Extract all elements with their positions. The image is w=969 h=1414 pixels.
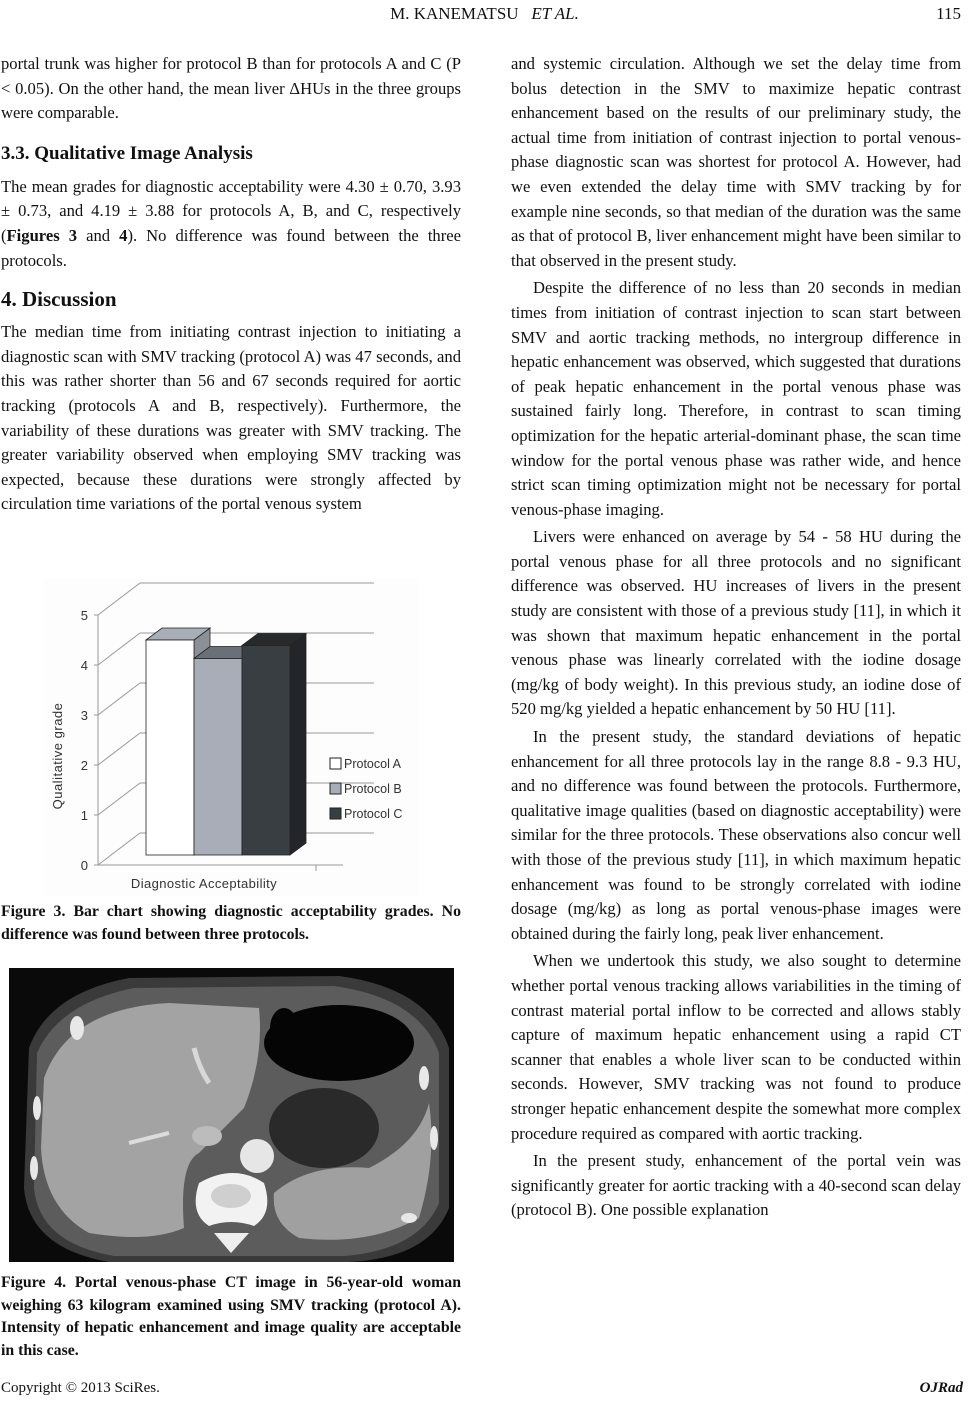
running-header xyxy=(0,4,969,28)
right-column xyxy=(511,52,961,1223)
text: and xyxy=(77,225,120,245)
bar-front xyxy=(242,646,290,856)
ct-image-illustration xyxy=(9,968,454,1262)
rib xyxy=(30,1156,38,1180)
left-column xyxy=(1,52,461,517)
y-tick-label: 5 xyxy=(80,608,88,623)
chart-bars xyxy=(146,628,306,855)
gridline-diagonal xyxy=(98,783,140,815)
figure-3-chart xyxy=(44,578,418,896)
rib xyxy=(419,1066,429,1090)
figure-4-caption: Figure 4. Portal venous-phase CT image in 56-year-old woman weighing 63 kilogram examined using SMV tracking (protocol A). Intensity of hepatic enhancement and image quality are acceptable in this case. xyxy=(1,1274,461,1359)
aorta xyxy=(240,1139,274,1173)
bar-front xyxy=(194,659,242,856)
paragraph: Livers were enhanced on average by 54 - 58 HU during the portal venous phase for all three protocols and no significant difference was observed. HU increases of livers in the present study are consistent with those of a previous study [11], in which it was shown that maximum hepatic enhancement in the portal venous phase was linearly correlated with the iodine dosage (mg/kg of body weight). In this previous study, an iodine dose of 520 mg/kg yielded a hepatic enhancement by 50 HU [11]. xyxy=(511,527,961,719)
vertebra-body xyxy=(211,1184,251,1208)
page-number: 115 xyxy=(936,4,961,23)
copyright: Copyright © 2013 SciRes. xyxy=(1,1380,160,1396)
text: The mean grades for diagnostic acceptability were 4.30 ± 0.70, 3.93 ± 0.73, and 4.19 ± 3.88 for protocols A, B, and C, respectively ( xyxy=(1,176,461,245)
bar-protocol-c xyxy=(242,634,306,856)
legend-label: Protocol C xyxy=(344,807,403,821)
bar-chart xyxy=(44,578,418,896)
section-heading-qualitative: 3.3. Qualitative Image Analysis xyxy=(1,142,253,164)
y-tick-label: 1 xyxy=(80,808,88,823)
rib xyxy=(430,1126,438,1150)
paragraph: When we undertook this study, we also sought to determine whether portal venous tracking allows variabilities in the timing of contrast material portal inflow to be corrected and allows stably capture of maximum hepatic enhancement using a rapid CT scanner that enables a whole liver scan to be conducted within seconds. However, SMV tracking was not found to produce stronger hepatic enhancement despite the somewhat more complex procedure required as compared with aortic tracking. xyxy=(511,951,961,1143)
figure-3-caption: Figure 3. Bar chart showing diagnostic acceptability grades. No difference was found between three protocols. xyxy=(1,903,461,943)
y-tick-label: 4 xyxy=(80,658,88,673)
bar-side xyxy=(290,634,306,856)
paragraph: Despite the difference of no less than 20 seconds in median times from initiation of contrast injection to scan start between SMV and aortic tracking methods, no intergroup difference in hepatic enhancement was observed, which suggested that durations of peak hepatic enhancement in the portal venous phase was sustained fairly long. Therefore, in contrast to scan timing optimization for the hepatic arterial-dominant phase, the scan time window for the portal venous phase was rather wide, and hence strict scan timing optimization might not be necessary for portal venous-phase imaging. xyxy=(511,278,961,519)
gridline-diagonal xyxy=(98,683,140,715)
gridline-diagonal xyxy=(98,633,140,665)
figure-ref-4[interactable]: 4 xyxy=(119,225,128,245)
stomach-gas-small xyxy=(270,1008,298,1048)
y-tick-label: 2 xyxy=(80,758,88,773)
paragraph: portal trunk was higher for protocol B than for protocols A and C (P < 0.05). On the other hand, the mean liver ΔHUs in the three groups were comparable. xyxy=(1,54,461,123)
text: ). No difference was found between the three protocols. xyxy=(1,225,461,270)
paragraph: and systemic circulation. Although we set the delay time from bolus detection in the SMV to maximize hepatic contrast enhancement based on the results of our preliminary study, the actual time from initiation of contrast injection to portal venous-phase diagnostic scan was shortest for protocol A. However, had we even extended the delay time with SMV tracking by for example nine seconds, so that median of the duration was the same as that of protocol B, liver enhancement might have been similar to that observed in the present study. xyxy=(511,54,961,270)
gridline-diagonal xyxy=(98,583,140,615)
author-name: M. KANEMATSU xyxy=(390,4,519,23)
paragraph: In the present study, enhancement of the portal vein was significantly greater for aortic tracking with a 40-second scan delay (protocol B). One possible explanation xyxy=(511,1151,961,1220)
legend-swatch xyxy=(330,808,341,819)
legend-swatch xyxy=(330,783,341,794)
y-axis-label: Qualitative grade xyxy=(50,702,65,810)
journal-name: OJRad xyxy=(919,1380,963,1396)
paragraph xyxy=(1,175,461,273)
paragraph: The median time from initiating contrast injection to initiating a diagnostic scan with SMV tracking (protocol A) was 47 seconds, and this was rather shorter than 56 and 67 seconds required for aortic tracking (protocols A and B, respectively). Furthermore, the variability of these durations was greater with SMV tracking. The greater variability observed when employing SMV tracking was expected, because these durations were strongly affected by circulation time variations of the portal venous system xyxy=(1,322,461,514)
ivc xyxy=(192,1126,222,1146)
chart-ticks xyxy=(81,608,98,873)
bar-front xyxy=(146,640,194,855)
legend-label: Protocol A xyxy=(344,757,401,771)
legend-label: Protocol B xyxy=(344,782,402,796)
ct-scan-image xyxy=(9,968,454,1262)
legend-swatch xyxy=(330,758,341,769)
rib xyxy=(33,1096,41,1120)
section-heading-discussion: 4. Discussion xyxy=(1,287,117,312)
figure-ref-3[interactable]: Figures 3 xyxy=(6,225,78,245)
et-al: ET AL. xyxy=(531,4,579,23)
paragraph: In the present study, the standard deviations of hepatic enhancement for all three protocols lay in the range 8.8 - 9.3 HU, and no difference was found between the protocols. Furthermore, qualitative image qualities (based on diagnostic acceptability) were similar for the three protocols. These observations also concur well with those of the previous study [11], in which maximum hepatic enhancement was found to be strongly correlated with iodine dosage (mg/kg) as long as portal venous-phase images were obtained during the fairly long, peak liver enhancement. xyxy=(511,727,961,943)
y-tick-label: 0 xyxy=(80,858,88,873)
y-tick-label: 3 xyxy=(80,708,88,723)
header-author xyxy=(0,4,969,24)
rib xyxy=(401,1213,417,1223)
gridline-diagonal xyxy=(98,733,140,765)
bowel-fat xyxy=(269,1088,379,1168)
x-axis-label: Diagnostic Acceptability xyxy=(130,876,278,891)
rib xyxy=(70,1016,84,1040)
chart-legend xyxy=(330,757,402,821)
gridline-diagonal xyxy=(98,833,140,865)
